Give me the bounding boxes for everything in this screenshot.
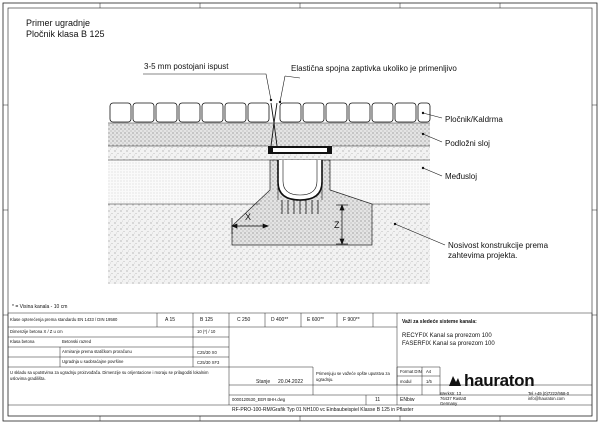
stanje-label: Stanje xyxy=(256,379,271,385)
concrete-dims-label: Dimenzije betona X / Z u cm xyxy=(10,329,63,334)
concrete-class-label: Klasa betona xyxy=(10,339,35,344)
installation-note: U skladu sa uputstvima za ugradnju proizvođača. Dimenzije su orijentacione i moraju se prilagoditi lokalnim uslovima gradilišta. xyxy=(10,370,209,381)
traffic-label: Ugradnja u saobraćajne površine xyxy=(62,359,124,364)
format-label: Format DIN xyxy=(400,369,422,374)
format-value: A4 xyxy=(426,369,432,374)
drawing-title-line2: Pločnik klasa B 125 xyxy=(26,29,105,39)
class-c250: C 250 xyxy=(237,317,251,323)
class-e600: E 600** xyxy=(307,317,324,323)
load-class-label: Klase opterećenja prema standardu EN 1433 / DIN 19580 xyxy=(10,317,118,322)
class-f900: F 900** xyxy=(343,317,360,323)
class-b125: B 125 xyxy=(200,317,214,323)
dimension-z-label: Z xyxy=(334,220,340,230)
callout-bearing-line2: zahtevima projekta. xyxy=(448,251,518,260)
concrete-dims-value: 10 (*) / 10 xyxy=(197,329,216,334)
company-address-line3: Germany xyxy=(440,401,458,406)
callout-sub-base: Međusloj xyxy=(445,172,478,181)
hauraton-logo-icon xyxy=(448,374,462,388)
class-a15: A 15 xyxy=(165,317,176,323)
suitable-heading: Važi za sledeće sisteme kanala: xyxy=(402,319,477,325)
company-address-line1: Werkstr. 13 xyxy=(440,391,462,396)
company-email: info@hauraton.com xyxy=(528,396,565,401)
company-phone: Tel +49 (0)7222/958-0 xyxy=(528,391,570,396)
suitable-item-recyfix: RECYFIX Kanal sa prorezom 100 xyxy=(402,333,492,339)
stanje-date: 20.04.2022 xyxy=(278,379,304,385)
reinforcement-label: Armiranje prema statičkom proračunu xyxy=(62,349,132,354)
paving-stones xyxy=(110,103,430,122)
drain-channel xyxy=(278,160,322,200)
general-remark: Primenjuju se važeće opšte uputstva za ugradnju. xyxy=(316,371,390,382)
bedding-layer xyxy=(108,123,430,146)
dimension-x-label: X xyxy=(245,212,252,222)
title-block xyxy=(8,313,592,416)
footnote: * = Visina kanala - 10 cm xyxy=(12,304,68,310)
language-code: ENbiw xyxy=(400,397,415,403)
concrete-class-sub: Betonski razred xyxy=(62,339,92,344)
page-number: 11 xyxy=(375,397,381,403)
reinforcement-value: C25/30 X0 xyxy=(197,350,217,355)
traffic-value: C25/30 XF3 xyxy=(197,360,220,365)
callout-paving: Pločnik/Kaldrma xyxy=(445,115,503,124)
company-address-line2: 76437 Rastatt xyxy=(440,396,467,401)
callout-bedding: Podložni sloj xyxy=(445,139,490,148)
modul-value: 1/5 xyxy=(426,379,432,384)
class-d400: D 400** xyxy=(271,317,289,323)
callout-seal: Elastična spojna zaptivka ukoliko je primenljivo xyxy=(291,64,457,73)
hauraton-logo: hauraton xyxy=(464,371,535,390)
suitable-item-faserfix: FASERFIX Kanal sa prorezom 100 xyxy=(402,341,495,347)
callout-bearing-line1: Nosivost konstrukcije prema xyxy=(448,241,549,250)
drawing-title-line1: Primer ugradnje xyxy=(26,18,91,28)
modul-label: modul xyxy=(400,379,412,384)
drawing-number: 0000120530_EER BHH.dwg xyxy=(232,397,286,402)
drawing-reference: RF-PRO-100-RM/Grafik Typ 01 NH100 vc Einbaubeispiel Klasse B 125 in Pflaster xyxy=(232,407,414,413)
callout-gap: 3-5 mm postojani ispust xyxy=(144,62,229,71)
